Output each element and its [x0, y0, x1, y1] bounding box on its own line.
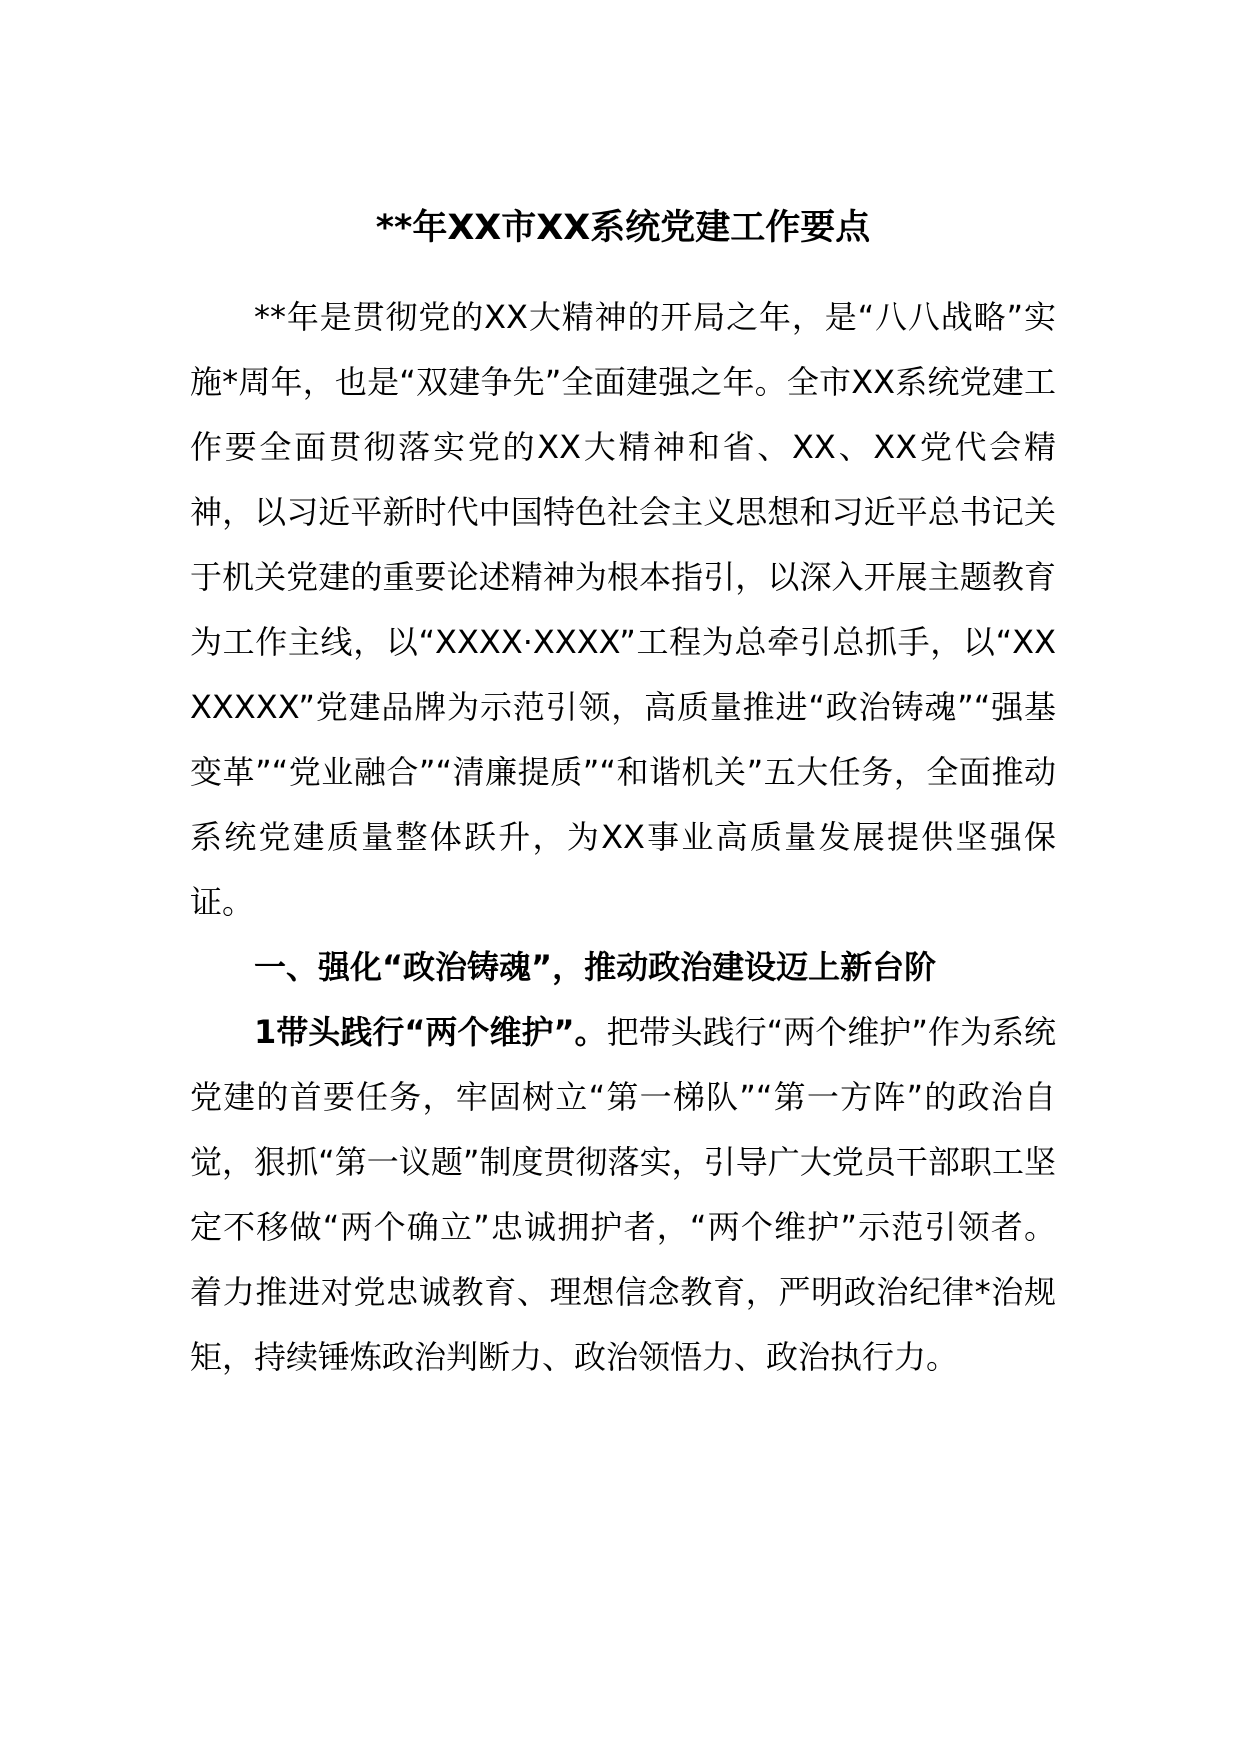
item-body-1: 把带头践行“两个维护”作为系统党建的首要任务，牢固树立“第一梯队”“第一方阵”的政治自觉，狠抓“第一议题”制度贯彻落实，引导广大党员干部职工坚定不移做“两个确立”忠诚拥护者，“两个维护”示范引领者。着力推进对党忠诚教育、理想信念教育，严明政治纪律*治规矩，持续锤炼政治判断力、政治领悟力、政治执行力。: [190, 1013, 1056, 1376]
item-paragraph-1: [190, 1000, 1056, 1390]
document-title: **年XX市XX系统党建工作要点: [375, 208, 871, 248]
intro-paragraph: **年是贯彻党的XX大精神的开局之年，是“八八战略”实施*周年，也是“双建争先”全面建强之年。全市XX系统党建工作要全面贯彻落实党的XX大精神和省、XX、XX党代会精神，以习近平新时代中国特色社会主义思想和习近平总书记关于机关党建的重要论述精神为根本指引，以深入开展主题教育为工作主线，以“XXXX·XXXX”工程为总牵引总抓手，以“XXXXXXX”党建品牌为示范引领，高质量推进“政治铸魂”“强基变革”“党业融合”“清廉提质”“和谐机关”五大任务，全面推动系统党建质量整体跃升，为XX事业高质量发展提供坚强保证。: [190, 298, 1056, 921]
item-lead-1: 1带头践行“两个维护”。: [254, 1013, 607, 1051]
section-heading-1: 一、强化“政治铸魂”，推动政治建设迈上新台阶: [254, 948, 937, 986]
document-body: [190, 203, 1056, 1390]
